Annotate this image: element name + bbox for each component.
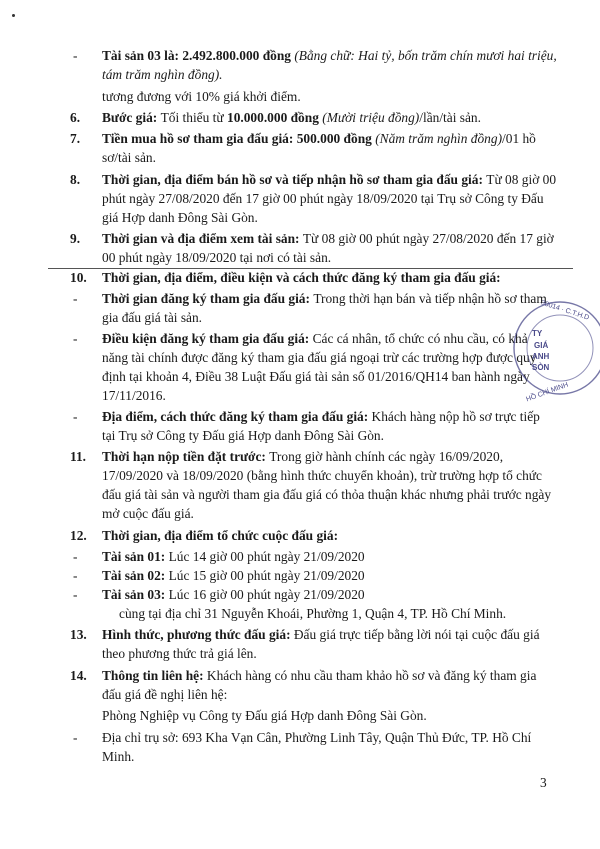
seal-text-top: 30014 · C.T.H.D — [539, 299, 590, 322]
bullet-dash: - — [73, 587, 78, 602]
registration-conditions-cont: năng tài chính được đăng ký tham gia đấu giá ngoại trừ các trường hợp được quy — [102, 350, 537, 365]
section-7-cont: sơ/tài sản. — [102, 150, 156, 165]
section-number: 13. — [70, 627, 87, 642]
registration-conditions: Điều kiện đăng ký tham gia đấu giá: Các cá nhân, tổ chức có nhu cầu, có khả — [102, 331, 528, 346]
seal-text-4: SÒN — [532, 363, 550, 372]
seal-text-bottom: HỒ CHÍ MINH — [525, 381, 570, 404]
section-11-cont: 17/09/2020 và 18/09/2020 (bằng hình thức chuyển khoản), trừ trường hợp tổ chức — [102, 468, 543, 483]
bullet-dash: - — [73, 409, 78, 424]
section-11-cont: mở cuộc đấu giá. — [102, 506, 194, 521]
seal-text-3: ANH — [532, 352, 550, 361]
registration-conditions-cont: định tại khoản 4, Điều 38 Luật Đấu giá tài sản số 01/2016/QH14 ban hành ngày — [102, 369, 530, 384]
bullet-dash: - — [73, 730, 78, 745]
section-11-cont: đấu giá tài sản và người tham gia đấu giá có thỏa thuận khác nhưng phải trước ngày — [102, 487, 552, 502]
auction-time-asset-1: Tài sản 01: Lúc 14 giờ 00 phút ngày 21/09/2020 — [102, 549, 365, 564]
registration-time-cont: gia đấu giá tài sản. — [102, 310, 203, 325]
section-9-viewing: Thời gian và địa điểm xem tài sản: Từ 08 giờ 00 phút ngày 27/08/2020 đến 17 giờ — [102, 231, 554, 246]
bullet-dash: - — [73, 568, 78, 583]
auction-time-asset-2: Tài sản 02: Lúc 15 giờ 00 phút ngày 21/09/2020 — [102, 568, 365, 583]
section-number: 8. — [70, 172, 81, 187]
section-8-cont: giá Hợp danh Đông Sài Gòn. — [102, 210, 258, 225]
page-number: 3 — [540, 775, 547, 790]
contact-department: Phòng Nghiệp vụ Công ty Đấu giá Hợp danh Đông Sài Gòn. — [102, 708, 427, 723]
auction-time-asset-3: Tài sản 03: Lúc 16 giờ 00 phút ngày 21/09/2020 — [102, 587, 365, 602]
bullet-dash: - — [73, 291, 78, 306]
section-13-cont: theo phương thức trả giá lên. — [102, 646, 257, 661]
asset3-line: Tài sản 03 là: 2.492.800.000 đồng (Bằng chữ: Hai tỷ, bốn trăm chín mươi hai triệu, — [102, 48, 557, 63]
section-number: 14. — [70, 668, 87, 683]
section-12-heading: Thời gian, địa điểm tổ chức cuộc đấu giá: — [102, 528, 339, 543]
section-14-contact: Thông tin liên hệ: Khách hàng có nhu cầu tham khảo hồ sơ và đăng ký tham gia — [102, 668, 537, 683]
section-9-cont: 00 phút ngày 18/09/2020 tại nơi có tài sản. — [102, 250, 332, 265]
asset3-equivalent: tương đương với 10% giá khởi điểm. — [102, 89, 301, 104]
section-11-deposit: Thời hạn nộp tiền đặt trước: Trong giờ hành chính các ngày 16/09/2020, — [102, 449, 504, 464]
registration-conditions-cont: 17/11/2016. — [102, 388, 166, 403]
section-number: 10. — [70, 270, 87, 285]
section-10-heading: Thời gian, địa điểm, điều kiện và cách thức đăng ký tham gia đấu giá: — [102, 270, 501, 285]
bullet-dash: - — [73, 549, 78, 564]
company-seal — [512, 296, 590, 404]
section-8-cont: phút ngày 27/08/2020 đến 17 giờ 00 phút ngày 18/09/2020 tại Trụ sở Công ty Đấu — [102, 191, 544, 206]
seal-text-2: GIÁ — [534, 341, 549, 350]
section-14-cont: đấu giá đề nghị liên hệ: — [102, 687, 228, 702]
auction-address: cùng tại địa chỉ 31 Nguyễn Khoái, Phường 1, Quận 4, TP. Hồ Chí Minh. — [119, 606, 507, 621]
office-address-cont: Minh. — [102, 749, 135, 764]
section-number: 11. — [70, 449, 86, 464]
section-number: 12. — [70, 528, 87, 543]
registration-place: Địa điểm, cách thức đăng ký tham gia đấu giá: Khách hàng nộp hồ sơ trực tiếp — [102, 409, 540, 424]
section-number: 9. — [70, 231, 81, 246]
asset3-words-cont: tám trăm nghìn đồng). — [102, 67, 223, 82]
seal-text-1: TY — [532, 329, 543, 338]
section-number: 7. — [70, 131, 81, 146]
registration-place-cont: tại Trụ sở Công ty Đấu giá Hợp danh Đông Sài Gòn. — [102, 428, 384, 443]
section-13-method: Hình thức, phương thức đấu giá: Đấu giá trực tiếp bằng lời nói tại cuộc đấu giá — [102, 627, 540, 642]
bullet-dash: - — [73, 48, 78, 63]
office-address: Địa chỉ trụ sở: 693 Kha Vạn Cân, Phường Linh Tây, Quận Thủ Đức, TP. Hồ Chí — [102, 730, 532, 745]
section-7-dossier-fee: Tiền mua hồ sơ tham gia đấu giá: 500.000 đồng (Năm trăm nghìn đồng)/01 hồ — [102, 131, 536, 146]
section-8-dossier-time: Thời gian, địa điểm bán hồ sơ và tiếp nhận hồ sơ tham gia đấu giá: Từ 08 giờ 00 — [102, 172, 557, 187]
section-number: 6. — [70, 110, 81, 125]
section-6-bid-step: Bước giá: Tối thiểu từ 10.000.000 đồng (Mười triệu đồng)/lần/tài sản. — [102, 110, 481, 125]
registration-time: Thời gian đăng ký tham gia đấu giá: Trong thời hạn bán và tiếp nhận hồ sơ tham — [102, 291, 547, 306]
bullet-dash: - — [73, 331, 78, 346]
scan-speck — [12, 14, 15, 17]
